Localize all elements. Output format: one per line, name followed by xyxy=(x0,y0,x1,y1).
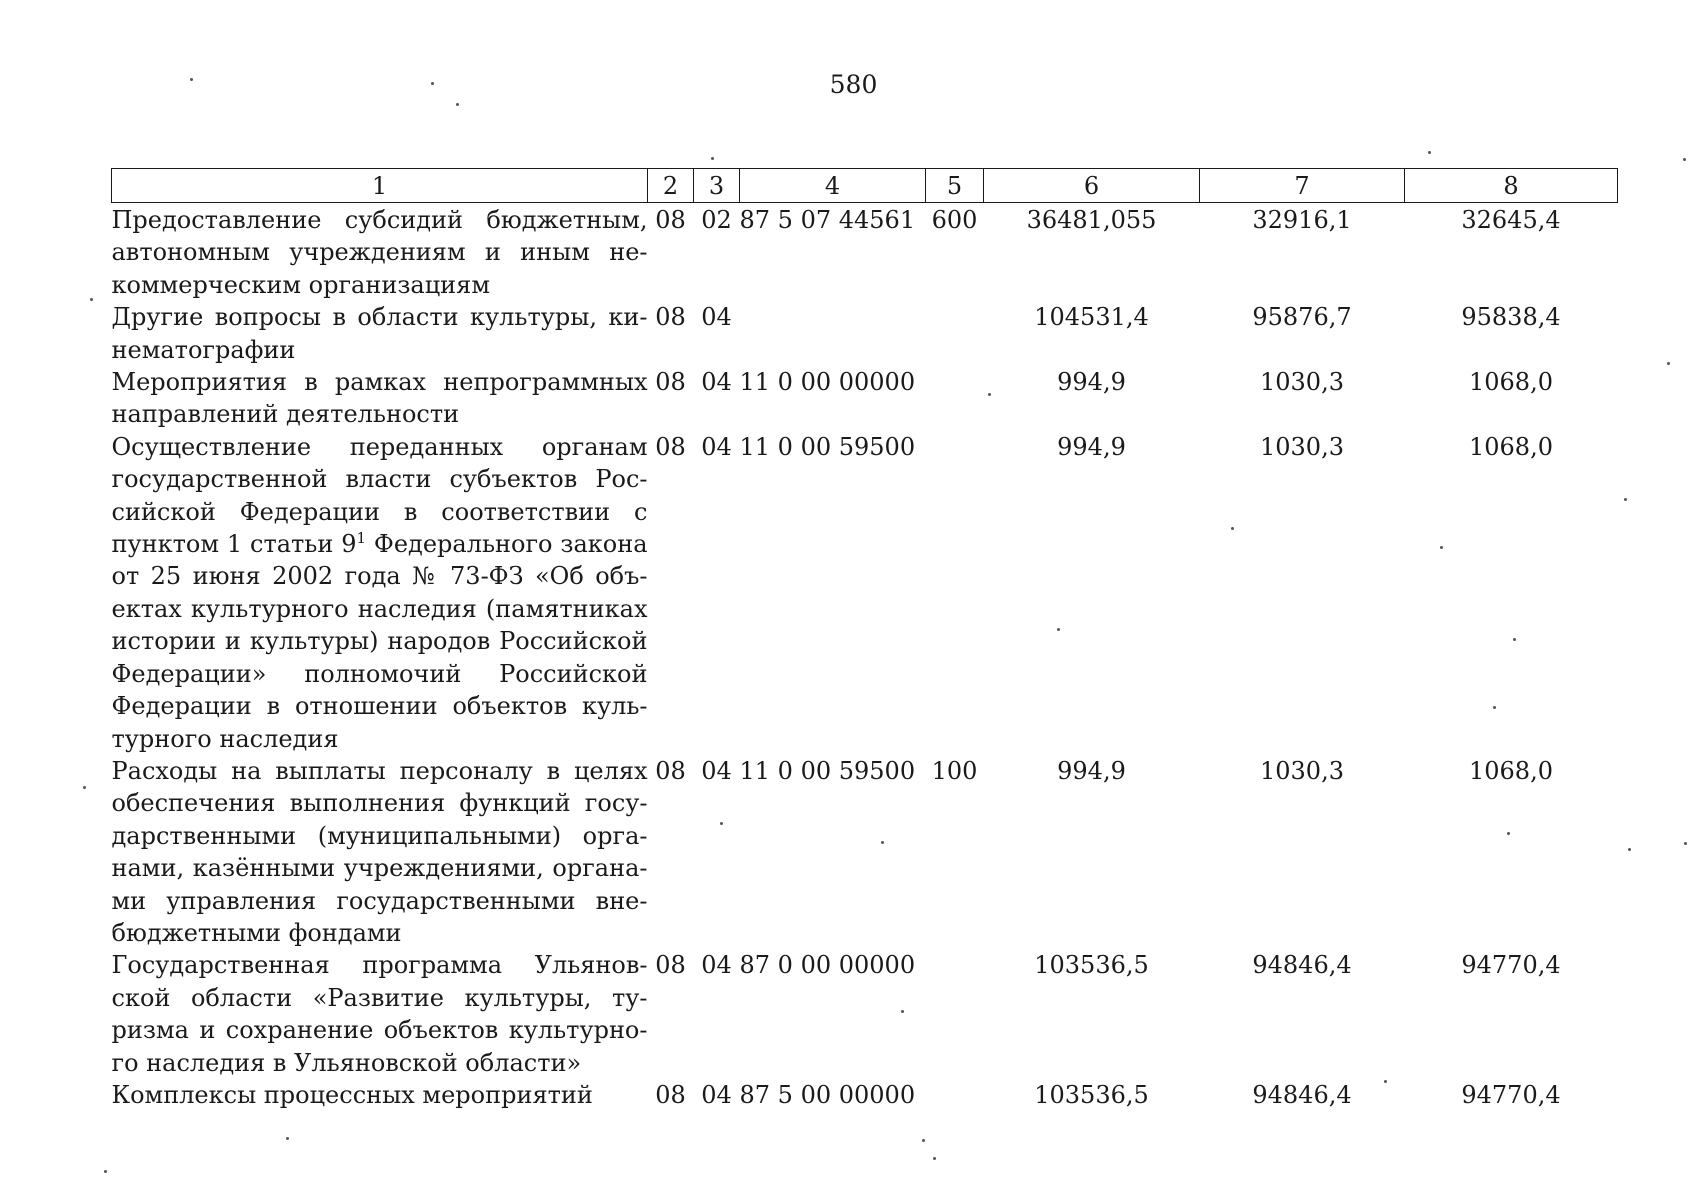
target-article-code xyxy=(740,301,926,366)
section-code: 08 xyxy=(655,303,686,332)
column-header: 3 xyxy=(694,169,740,203)
budget-table xyxy=(111,168,1618,1111)
amount-col-8: 1068,0 xyxy=(1469,368,1553,397)
scan-speck xyxy=(1667,362,1670,365)
scan-speck xyxy=(90,298,93,301)
amount-col-7: 94846,4 xyxy=(1252,951,1352,980)
amount-col-7: 1030,3 xyxy=(1260,432,1344,461)
target-article-code: 11 0 00 00000 xyxy=(739,368,916,397)
scan-speck xyxy=(1513,638,1516,641)
row-name: Другие вопросы в области культуры, кинематографии xyxy=(111,303,648,364)
row-name-text-continued: Федерального закона от 25 июня 2002 года № 73-ФЗ «Об объектах культурного наследия (памятниках истории и культуры) народов Российской Федерации» полномочий Российской Федерации в отношении объектов культурного наследия xyxy=(111,530,648,753)
scan-speck xyxy=(720,822,723,825)
scan-speck xyxy=(1493,706,1496,709)
subsection-code: 04 xyxy=(701,756,732,785)
table-row xyxy=(112,301,1618,366)
amount-col-6: 103536,5 xyxy=(1034,951,1149,980)
amount-col-8: 94770,4 xyxy=(1461,951,1561,980)
amount-col-6: 994,9 xyxy=(1057,432,1126,461)
scan-speck xyxy=(190,78,193,81)
scan-speck xyxy=(1057,628,1060,631)
subsection-code: 04 xyxy=(701,951,732,980)
expense-type-code: 600 xyxy=(931,206,978,234)
section-code: 08 xyxy=(655,432,686,461)
scan-speck xyxy=(456,103,459,106)
row-name: Комплексы процессных мероприятий xyxy=(111,1080,593,1109)
scan-speck xyxy=(881,841,884,844)
row-name: Мероприятия в рамках непрограммных направлений деятельности xyxy=(111,368,648,429)
expense-type-code: 100 xyxy=(931,756,978,785)
target-article-code: 87 0 00 00000 xyxy=(739,951,916,980)
amount-col-8: 1068,0 xyxy=(1469,756,1553,785)
amount-col-7: 1030,3 xyxy=(1260,368,1344,397)
amount-col-6: 36481,055 xyxy=(1026,206,1157,234)
expense-type-code xyxy=(926,366,984,431)
row-name: Государственная программа Ульяновской области «Развитие культуры, туризма и сохранение объектов культурного наследия в Ульяновской области» xyxy=(111,951,648,1077)
column-header: 6 xyxy=(984,169,1200,203)
amount-col-7: 1030,3 xyxy=(1260,756,1344,785)
scan-speck xyxy=(83,786,86,789)
amount-col-8: 32645,4 xyxy=(1461,206,1561,234)
expense-type-code xyxy=(926,949,984,1079)
section-code: 08 xyxy=(655,206,686,234)
section-code: 08 xyxy=(655,368,686,397)
column-header: 2 xyxy=(648,169,694,203)
subsection-code: 02 xyxy=(701,206,732,234)
scan-speck xyxy=(901,1010,904,1013)
column-header: 5 xyxy=(926,169,984,203)
target-article-code: 87 5 00 00000 xyxy=(739,1080,916,1109)
amount-col-6: 104531,4 xyxy=(1034,303,1149,332)
table-row xyxy=(112,366,1618,431)
amount-col-8: 94770,4 xyxy=(1461,1080,1561,1109)
amount-col-6: 994,9 xyxy=(1057,756,1126,785)
amount-col-8: 1068,0 xyxy=(1469,432,1553,461)
scan-speck xyxy=(711,157,714,160)
expense-type-code xyxy=(926,301,984,366)
table-header-row xyxy=(112,169,1618,203)
target-article-code: 11 0 00 59500 xyxy=(739,756,916,785)
column-header: 1 xyxy=(112,169,648,203)
scan-speck xyxy=(922,1139,925,1142)
scan-speck xyxy=(1384,1080,1387,1083)
scan-speck xyxy=(1231,527,1234,530)
row-name: Расходы на выплаты персоналу в целях обеспечения выполнения функций государственными (муниципальными) органами, казёнными учреждениями, органами управления государственными внебюджетными фондами xyxy=(111,756,648,947)
row-name-text: Осуществление переданных органам государственной власти субъектов Российской Федерации в соответствии с пунктом 1 статьи 9 xyxy=(111,432,648,559)
row-name: Предоставление субсидий бюджетным, автономным учреждениям и иным некоммерческим организациям xyxy=(111,206,648,299)
amount-col-6: 103536,5 xyxy=(1034,1080,1149,1109)
subsection-code: 04 xyxy=(701,303,732,332)
scan-speck xyxy=(431,82,434,85)
amount-col-7: 95876,7 xyxy=(1252,303,1352,332)
page-number: 580 xyxy=(829,70,878,99)
subsection-code: 04 xyxy=(701,368,732,397)
scan-speck xyxy=(1628,848,1631,851)
scan-speck xyxy=(286,1137,289,1140)
scan-speck xyxy=(988,393,991,396)
scan-speck xyxy=(1507,832,1510,835)
amount-col-7: 94846,4 xyxy=(1252,1080,1352,1109)
target-article-code: 11 0 00 59500 xyxy=(739,432,916,461)
scan-speck xyxy=(1440,546,1443,549)
table-row xyxy=(112,203,1618,302)
amount-col-8: 95838,4 xyxy=(1461,303,1561,332)
section-code: 08 xyxy=(655,756,686,785)
expense-type-code xyxy=(926,1079,984,1111)
scan-speck xyxy=(104,1170,107,1173)
scan-speck xyxy=(933,1157,936,1160)
amount-col-6: 994,9 xyxy=(1057,368,1126,397)
row-name xyxy=(112,431,648,755)
table-row xyxy=(112,755,1618,949)
table-row xyxy=(112,949,1618,1079)
subsection-code: 04 xyxy=(701,1080,732,1109)
table-row xyxy=(112,431,1618,755)
column-header: 7 xyxy=(1200,169,1405,203)
scan-speck xyxy=(1624,498,1627,501)
table-row xyxy=(112,1079,1618,1111)
scan-speck xyxy=(1428,151,1431,154)
scan-speck xyxy=(1684,842,1687,845)
column-header: 8 xyxy=(1405,169,1618,203)
expense-type-code xyxy=(926,431,984,755)
amount-col-7: 32916,1 xyxy=(1252,206,1352,234)
section-code: 08 xyxy=(655,1080,686,1109)
subsection-code: 04 xyxy=(701,432,732,461)
scan-speck xyxy=(1683,158,1686,161)
article-superscript: 1 xyxy=(356,529,367,548)
section-code: 08 xyxy=(655,951,686,980)
target-article-code: 87 5 07 44561 xyxy=(739,206,916,234)
column-header: 4 xyxy=(740,169,926,203)
